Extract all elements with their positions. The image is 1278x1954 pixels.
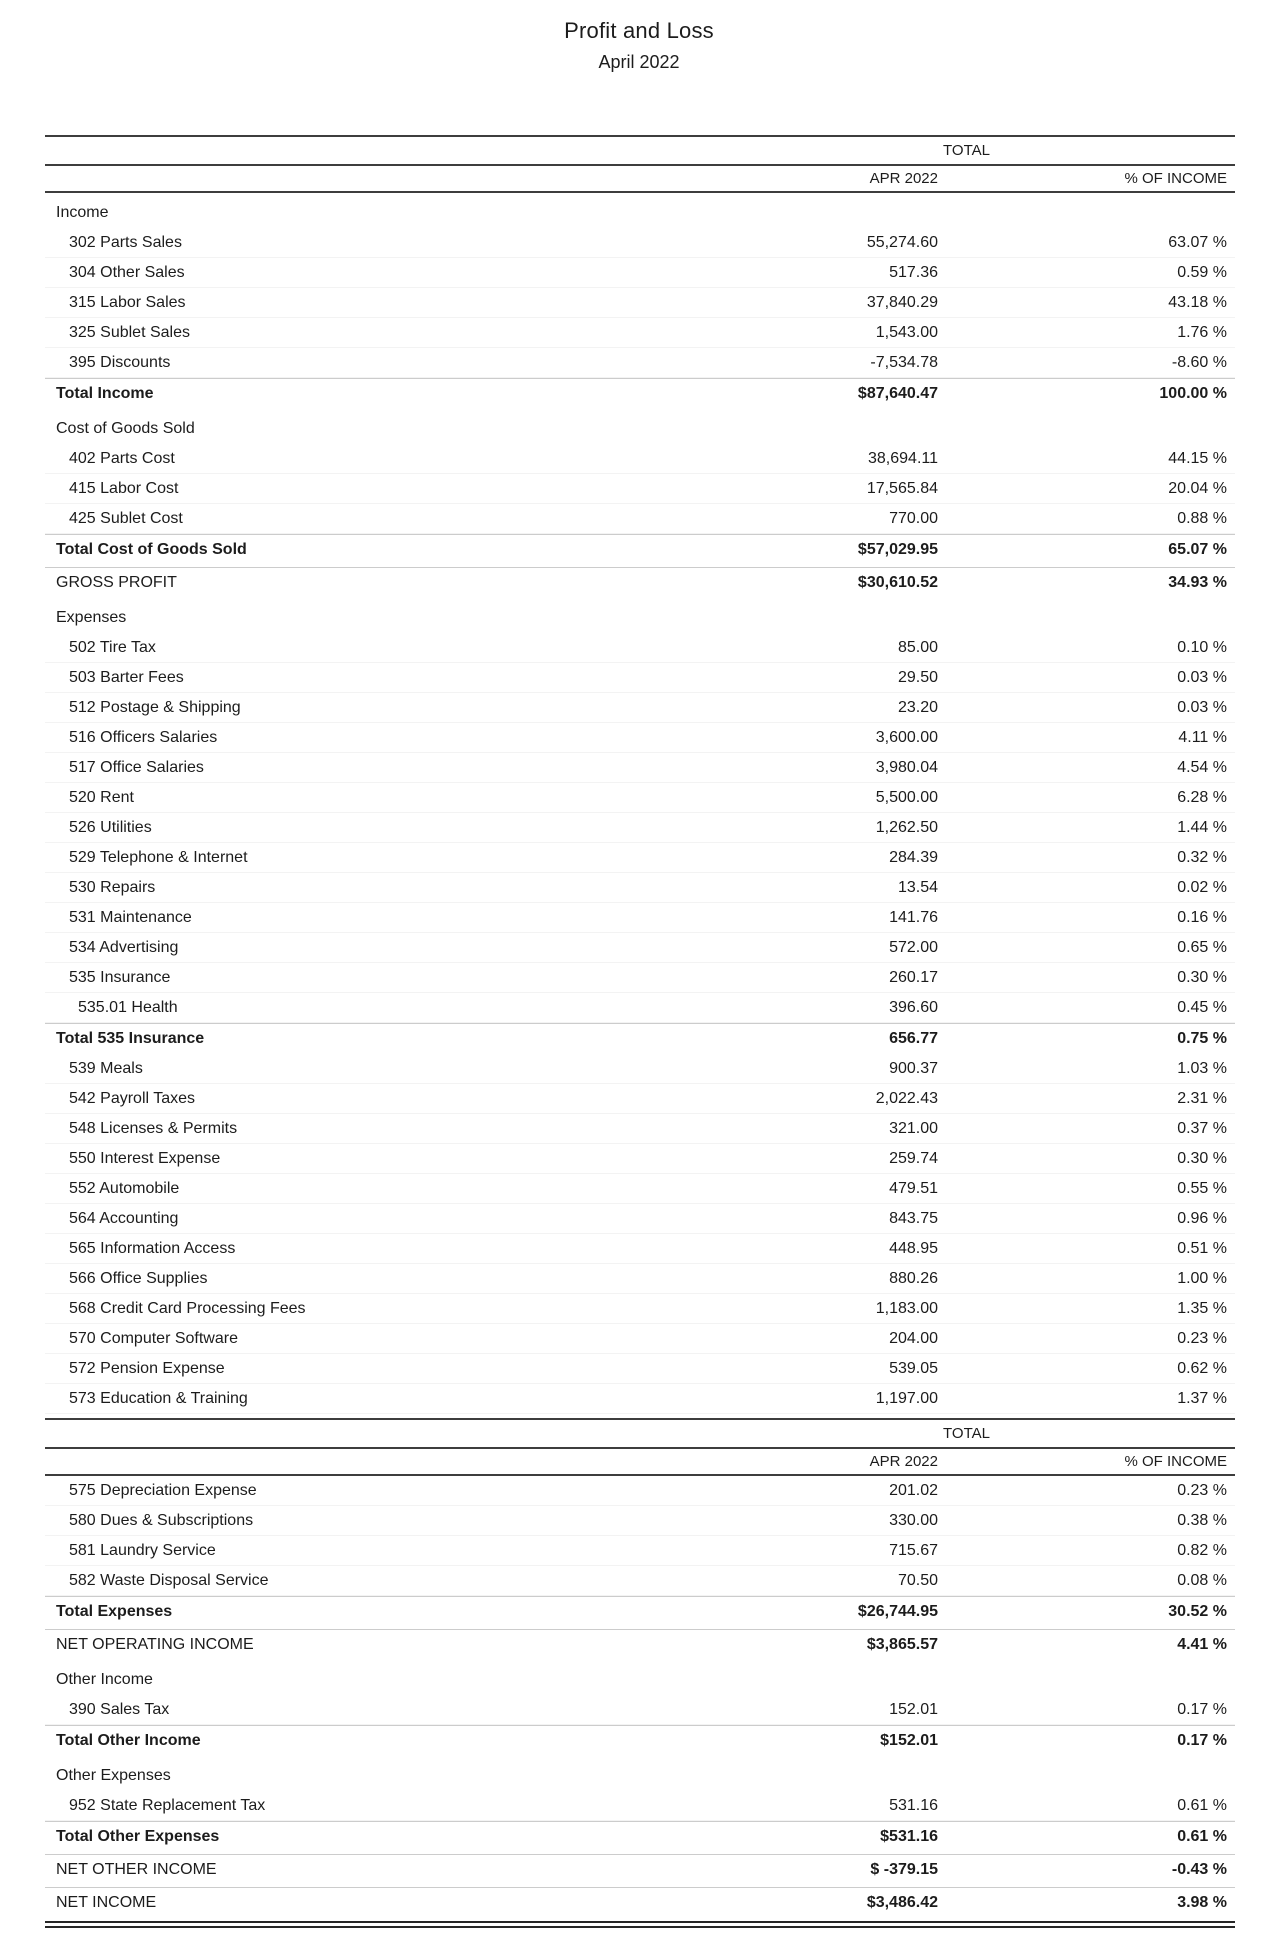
row-label: 539 Meals <box>69 1059 143 1077</box>
row-label: Other Income <box>56 1671 153 1688</box>
row-percent: 1.03 % <box>1177 1059 1227 1077</box>
row-percent: 0.45 % <box>1177 998 1227 1016</box>
row-amount: 572.00 <box>889 938 938 956</box>
row-amount: 531.16 <box>889 1796 938 1814</box>
account-row <box>45 1114 1235 1144</box>
row-percent: 4.11 % <box>1178 728 1227 746</box>
account-row <box>45 1054 1235 1084</box>
row-percent: 1.00 % <box>1177 1269 1227 1287</box>
row-amount: 260.17 <box>889 968 938 986</box>
row-label: 565 Information Access <box>69 1239 236 1257</box>
section-row <box>45 1665 1235 1695</box>
row-percent: 0.62 % <box>1177 1359 1227 1377</box>
table-header-repeat <box>45 1418 1235 1476</box>
total-row <box>45 378 1235 409</box>
row-amount: 259.74 <box>889 1149 938 1167</box>
row-amount: 29.50 <box>897 668 938 686</box>
row-label: 570 Computer Software <box>69 1329 238 1347</box>
account-row <box>45 1384 1235 1414</box>
row-label: 534 Advertising <box>69 938 179 956</box>
row-label: 568 Credit Card Processing Fees <box>69 1299 306 1317</box>
row-percent: 1.44 % <box>1177 818 1227 836</box>
account-row <box>45 633 1235 663</box>
row-amount: 715.67 <box>889 1541 938 1559</box>
row-percent: 63.07 % <box>1168 233 1227 251</box>
row-label: 526 Utilities <box>69 818 152 836</box>
row-percent: 0.30 % <box>1177 1149 1227 1167</box>
account-row <box>45 1695 1235 1725</box>
table-body-page-2 <box>45 1476 1235 1918</box>
row-label: Total 535 Insurance <box>56 1030 205 1047</box>
row-percent: 0.16 % <box>1177 908 1227 926</box>
total-row <box>45 1596 1235 1627</box>
row-percent: 0.03 % <box>1177 698 1227 716</box>
row-percent: 0.61 % <box>1177 1828 1227 1845</box>
summary-row <box>45 567 1235 598</box>
row-label: 390 Sales Tax <box>69 1700 170 1718</box>
row-amount: 517.36 <box>889 263 938 281</box>
summary-row <box>45 1854 1235 1885</box>
account-row <box>45 474 1235 504</box>
row-amount: $57,029.95 <box>857 541 938 558</box>
percent-column-header: % OF INCOME <box>1124 170 1227 187</box>
row-percent: 0.59 % <box>1177 263 1227 281</box>
row-label: Cost of Goods Sold <box>56 420 195 437</box>
total-row <box>45 534 1235 565</box>
row-percent: -8.60 % <box>1171 353 1227 371</box>
row-label: Other Expenses <box>56 1767 171 1784</box>
row-label: 512 Postage & Shipping <box>69 698 241 716</box>
account-row <box>45 1536 1235 1566</box>
row-label: NET OPERATING INCOME <box>56 1636 254 1653</box>
row-amount: $87,640.47 <box>857 385 938 402</box>
row-label: 315 Labor Sales <box>69 293 186 311</box>
row-label: 535 Insurance <box>69 968 171 986</box>
row-label: NET OTHER INCOME <box>56 1861 217 1878</box>
total-column-group-label: TOTAL <box>943 1425 990 1442</box>
row-label: 575 Depreciation Expense <box>69 1481 257 1499</box>
account-row <box>45 663 1235 693</box>
row-amount: 843.75 <box>889 1209 938 1227</box>
row-amount: 1,543.00 <box>875 323 938 341</box>
row-amount: $531.16 <box>880 1828 938 1845</box>
row-percent: 0.03 % <box>1177 668 1227 686</box>
row-label: Income <box>56 204 109 221</box>
total-column-group-label: TOTAL <box>943 142 990 159</box>
account-row <box>45 228 1235 258</box>
row-percent: 0.55 % <box>1177 1179 1227 1197</box>
row-percent: 34.93 % <box>1168 574 1227 591</box>
row-label: 502 Tire Tax <box>69 638 156 656</box>
report-end-double-rule <box>45 1921 1235 1928</box>
table-header <box>45 135 1235 193</box>
account-row <box>45 723 1235 753</box>
account-row <box>45 1084 1235 1114</box>
row-label: 531 Maintenance <box>69 908 192 926</box>
row-percent: 3.98 % <box>1177 1894 1227 1911</box>
account-row <box>45 693 1235 723</box>
row-amount: 3,600.00 <box>875 728 938 746</box>
row-percent: 0.30 % <box>1177 968 1227 986</box>
table-body-page-1 <box>45 198 1235 1414</box>
row-percent: 0.37 % <box>1177 1119 1227 1137</box>
row-amount: 539.05 <box>889 1359 938 1377</box>
row-percent: 0.02 % <box>1177 878 1227 896</box>
row-amount: -7,534.78 <box>870 353 938 371</box>
account-row <box>45 348 1235 378</box>
row-amount: 770.00 <box>889 509 938 527</box>
row-amount: 479.51 <box>889 1179 938 1197</box>
row-amount: $152.01 <box>880 1732 938 1749</box>
row-label: Expenses <box>56 609 127 626</box>
row-amount: 396.60 <box>889 998 938 1016</box>
total-row <box>45 1821 1235 1852</box>
row-label: 548 Licenses & Permits <box>69 1119 238 1137</box>
page-title: Profit and Loss <box>564 18 714 43</box>
row-amount: 204.00 <box>889 1329 938 1347</box>
account-row <box>45 1791 1235 1821</box>
row-amount: 2,022.43 <box>875 1089 938 1107</box>
row-amount: 17,565.84 <box>866 479 938 497</box>
row-amount: 13.54 <box>897 878 938 896</box>
row-percent: 0.23 % <box>1177 1481 1227 1499</box>
row-label: 529 Telephone & Internet <box>69 848 248 866</box>
row-percent: 0.17 % <box>1177 1700 1227 1718</box>
account-row <box>45 504 1235 534</box>
row-percent: 100.00 % <box>1159 385 1227 402</box>
row-label: 402 Parts Cost <box>69 449 175 467</box>
row-label: 304 Other Sales <box>69 263 185 281</box>
total-row <box>45 1023 1235 1054</box>
account-row <box>45 1506 1235 1536</box>
account-row <box>45 444 1235 474</box>
row-percent: 30.52 % <box>1168 1603 1227 1620</box>
row-amount: 321.00 <box>889 1119 938 1137</box>
table-header-total-row <box>45 1420 1235 1449</box>
account-row <box>45 1476 1235 1506</box>
row-percent: 1.35 % <box>1177 1299 1227 1317</box>
row-label: 530 Repairs <box>69 878 156 896</box>
account-row <box>45 813 1235 843</box>
percent-column-header: % OF INCOME <box>1124 1453 1227 1470</box>
account-row <box>45 993 1235 1023</box>
row-amount: 38,694.11 <box>868 449 938 467</box>
table-header-columns-row <box>45 166 1235 193</box>
row-label: Total Expenses <box>56 1603 173 1620</box>
row-amount: 55,274.60 <box>866 233 938 251</box>
row-label: 520 Rent <box>69 788 134 806</box>
row-percent: 44.15 % <box>1168 449 1227 467</box>
row-percent: 20.04 % <box>1168 479 1227 497</box>
row-label: 550 Interest Expense <box>69 1149 221 1167</box>
row-percent: 65.07 % <box>1168 541 1227 558</box>
period-column-header: APR 2022 <box>869 170 938 187</box>
row-percent: 0.65 % <box>1177 938 1227 956</box>
row-label: 503 Barter Fees <box>69 668 184 686</box>
row-label: 573 Education & Training <box>69 1389 248 1407</box>
row-label: GROSS PROFIT <box>56 574 177 591</box>
summary-row <box>45 1887 1235 1918</box>
row-label: 542 Payroll Taxes <box>69 1089 195 1107</box>
row-percent: 0.10 % <box>1177 638 1227 656</box>
row-percent: 0.75 % <box>1177 1030 1227 1047</box>
row-amount: 152.01 <box>889 1700 938 1718</box>
row-amount: 3,980.04 <box>875 758 938 776</box>
row-percent: 0.23 % <box>1177 1329 1227 1347</box>
table-header-total-row <box>45 137 1235 166</box>
row-amount: 23.20 <box>897 698 938 716</box>
row-percent: 2.31 % <box>1177 1089 1227 1107</box>
row-percent: 0.88 % <box>1177 509 1227 527</box>
row-amount: 141.76 <box>889 908 938 926</box>
row-amount: $3,486.42 <box>866 1894 938 1911</box>
account-row <box>45 1204 1235 1234</box>
row-amount: 656.77 <box>889 1030 938 1047</box>
row-label: 580 Dues & Subscriptions <box>69 1511 254 1529</box>
account-row <box>45 1324 1235 1354</box>
row-amount: $3,865.57 <box>866 1636 938 1653</box>
row-amount: 1,183.00 <box>875 1299 938 1317</box>
row-percent: 6.28 % <box>1177 788 1227 806</box>
row-percent: 43.18 % <box>1168 293 1227 311</box>
row-amount: 201.02 <box>889 1481 938 1499</box>
row-label: 325 Sublet Sales <box>69 323 190 341</box>
row-amount: 448.95 <box>889 1239 938 1257</box>
account-row <box>45 843 1235 873</box>
row-label: 516 Officers Salaries <box>69 728 218 746</box>
row-label: 582 Waste Disposal Service <box>69 1571 269 1589</box>
row-label: 535.01 Health <box>78 998 178 1016</box>
row-label: 952 State Replacement Tax <box>69 1796 266 1814</box>
section-row <box>45 1761 1235 1791</box>
total-row <box>45 1725 1235 1756</box>
account-row <box>45 903 1235 933</box>
row-label: 564 Accounting <box>69 1209 179 1227</box>
row-percent: 4.41 % <box>1177 1636 1227 1653</box>
row-label: Total Other Expenses <box>56 1828 220 1845</box>
account-row <box>45 933 1235 963</box>
row-percent: 4.54 % <box>1177 758 1227 776</box>
account-row <box>45 318 1235 348</box>
row-label: 425 Sublet Cost <box>69 509 183 527</box>
row-label: 581 Laundry Service <box>69 1541 216 1559</box>
row-label: 302 Parts Sales <box>69 233 182 251</box>
section-row <box>45 198 1235 228</box>
account-row <box>45 288 1235 318</box>
row-amount: 5,500.00 <box>875 788 938 806</box>
account-row <box>45 753 1235 783</box>
section-row <box>45 414 1235 444</box>
row-amount: $30,610.52 <box>857 574 938 591</box>
row-amount: 85.00 <box>897 638 938 656</box>
row-percent: 0.61 % <box>1177 1796 1227 1814</box>
row-percent: -0.43 % <box>1171 1861 1227 1878</box>
row-amount: 880.26 <box>889 1269 938 1287</box>
page-subtitle: April 2022 <box>598 52 680 72</box>
row-label: Total Cost of Goods Sold <box>56 541 247 558</box>
account-row <box>45 1234 1235 1264</box>
row-amount: 37,840.29 <box>866 293 938 311</box>
table-header-columns-row <box>45 1449 1235 1476</box>
account-row <box>45 1566 1235 1596</box>
section-row <box>45 603 1235 633</box>
account-row <box>45 1294 1235 1324</box>
row-amount: 1,262.50 <box>875 818 938 836</box>
row-label: 566 Office Supplies <box>69 1269 208 1287</box>
row-label: 395 Discounts <box>69 353 171 371</box>
row-amount: $ -379.15 <box>870 1861 938 1878</box>
row-percent: 0.32 % <box>1177 848 1227 866</box>
account-row <box>45 1354 1235 1384</box>
row-percent: 1.37 % <box>1177 1389 1227 1407</box>
row-label: 552 Automobile <box>69 1179 180 1197</box>
row-percent: 0.38 % <box>1177 1511 1227 1529</box>
row-amount: 70.50 <box>897 1571 938 1589</box>
row-amount: 900.37 <box>889 1059 938 1077</box>
row-percent: 0.82 % <box>1177 1541 1227 1559</box>
row-label: 517 Office Salaries <box>69 758 204 776</box>
account-row <box>45 963 1235 993</box>
period-column-header: APR 2022 <box>869 1453 938 1470</box>
account-row <box>45 1174 1235 1204</box>
row-percent: 0.96 % <box>1177 1209 1227 1227</box>
account-row <box>45 873 1235 903</box>
row-label: 415 Labor Cost <box>69 479 179 497</box>
row-label: 572 Pension Expense <box>69 1359 225 1377</box>
account-row <box>45 258 1235 288</box>
account-row <box>45 1144 1235 1174</box>
row-amount: 1,197.00 <box>875 1389 938 1407</box>
row-amount: $26,744.95 <box>857 1603 938 1620</box>
account-row <box>45 783 1235 813</box>
row-amount: 284.39 <box>889 848 938 866</box>
row-amount: 330.00 <box>889 1511 938 1529</box>
summary-row <box>45 1629 1235 1660</box>
row-percent: 0.17 % <box>1177 1732 1227 1749</box>
row-label: Total Income <box>56 385 154 402</box>
row-label: NET INCOME <box>56 1894 157 1911</box>
account-row <box>45 1264 1235 1294</box>
profit-and-loss-report <box>45 135 1235 1928</box>
row-percent: 0.08 % <box>1177 1571 1227 1589</box>
row-percent: 0.51 % <box>1177 1239 1227 1257</box>
row-percent: 1.76 % <box>1177 323 1227 341</box>
row-label: Total Other Income <box>56 1732 201 1749</box>
